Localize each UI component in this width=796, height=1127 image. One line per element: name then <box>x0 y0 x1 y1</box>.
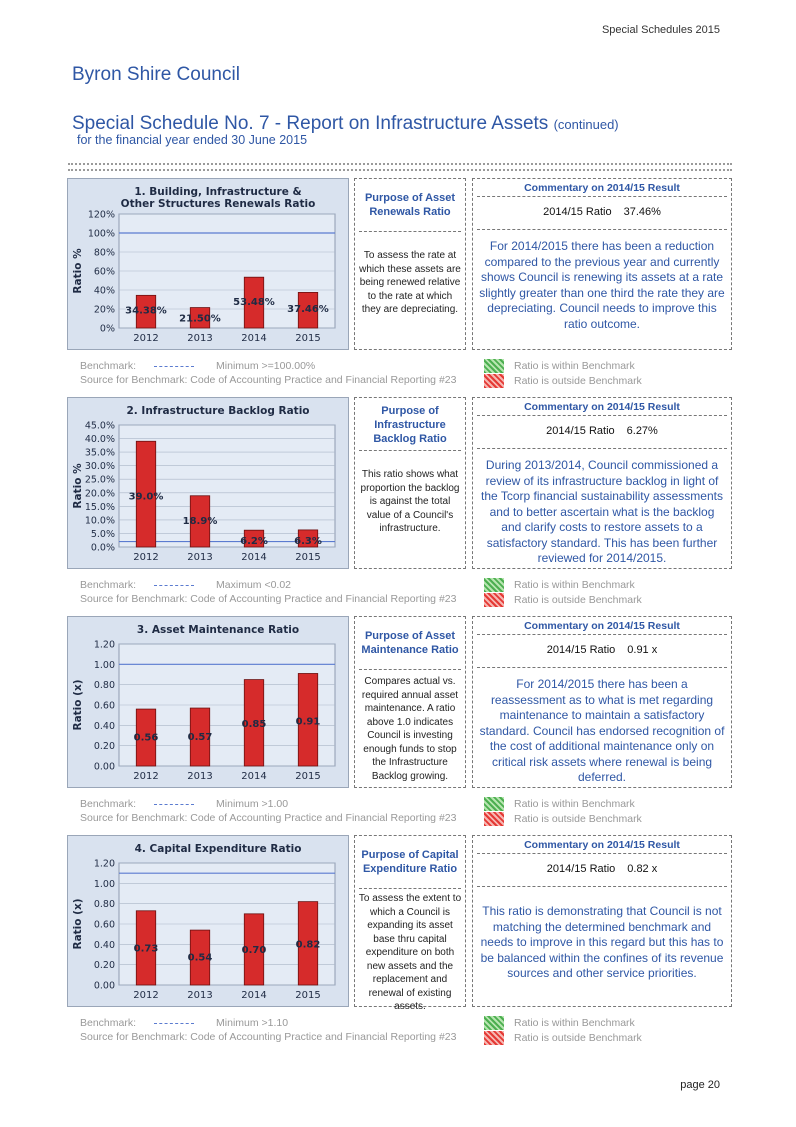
page-subtitle: for the financial year ended 30 June 2015 <box>77 133 308 147</box>
y-axis-label: Ratio (x) <box>72 679 84 731</box>
purpose-divider <box>359 669 461 670</box>
y-tick-label: 80% <box>93 247 115 259</box>
y-tick-label: 0.60 <box>93 919 115 931</box>
y-tick-label: 5.0% <box>90 528 115 540</box>
y-tick-label: 0.80 <box>93 899 115 911</box>
y-tick-label: 0.00 <box>93 761 115 773</box>
data-label: 39.0% <box>128 491 164 503</box>
y-tick-label: 1.00 <box>93 878 115 890</box>
benchmark-line <box>80 1017 288 1029</box>
y-tick-label: 10.0% <box>84 515 115 527</box>
ratio-value: 0.91 x <box>627 644 658 656</box>
commentary-divider <box>477 415 727 416</box>
y-tick-label: 0.40 <box>93 720 115 732</box>
x-tick-label: 2014 <box>241 552 267 563</box>
benchmark-dash <box>154 804 194 805</box>
benchmark-label: Benchmark: <box>80 798 137 810</box>
x-tick-label: 2012 <box>133 990 159 1001</box>
y-axis-label: Ratio % <box>72 463 84 509</box>
within-swatch <box>484 797 504 811</box>
purpose-divider <box>359 450 461 451</box>
x-tick-label: 2015 <box>295 990 321 1001</box>
chart-svg <box>67 835 349 1007</box>
y-tick-label: 0.00 <box>93 980 115 992</box>
chart-backlog <box>67 397 349 569</box>
section-renewals <box>0 178 796 398</box>
section-backlog <box>0 397 796 617</box>
benchmark-label: Benchmark: <box>80 579 137 591</box>
chart-maintenance <box>67 616 349 788</box>
ratio-result <box>473 863 731 875</box>
y-tick-label: 20% <box>93 304 115 316</box>
benchmark-value: Minimum >=100.00% <box>216 360 316 372</box>
x-tick-label: 2013 <box>187 990 213 1001</box>
chart-svg <box>67 178 349 350</box>
data-label: 6.3% <box>294 535 322 547</box>
commentary-text: During 2013/2014, Council commissioned a review of its infrastructure backlog in light of the Tcorp financial sustainability assessments and to better ascertain what is the backlog and clarify costs to restore assets to a satisfactory standard. This has been further reviewed for 2014/2015. <box>481 458 723 565</box>
commentary-divider <box>477 886 727 887</box>
y-tick-label: 1.20 <box>93 639 115 651</box>
commentary-title: Commentary on 2014/15 Result <box>524 182 680 194</box>
commentary-divider <box>477 229 727 230</box>
commentary-divider <box>477 196 727 197</box>
benchmark-dash <box>154 585 194 586</box>
data-label: 0.56 <box>133 732 159 744</box>
legend-outside: Ratio is outside Benchmark <box>514 813 642 825</box>
benchmark-source: Source for Benchmark: Code of Accounting Practice and Financial Reporting #23 <box>80 593 457 605</box>
y-tick-label: 0.20 <box>93 741 115 753</box>
benchmark-legend <box>484 1015 684 1047</box>
ratio-value: 6.27% <box>626 425 658 437</box>
legend-outside: Ratio is outside Benchmark <box>514 375 642 387</box>
legend-within: Ratio is within Benchmark <box>514 360 635 372</box>
benchmark-line <box>80 579 291 591</box>
commentary-title: Commentary on 2014/15 Result <box>524 839 680 851</box>
x-tick-label: 2014 <box>241 990 267 1001</box>
x-tick-label: 2015 <box>295 333 321 344</box>
within-swatch <box>484 578 504 592</box>
legend-within: Ratio is within Benchmark <box>514 1017 635 1029</box>
data-label: 18.9% <box>182 515 218 527</box>
benchmark-dash <box>154 366 194 367</box>
y-tick-label: 60% <box>93 266 115 278</box>
purpose-divider <box>359 231 461 232</box>
commentary-box <box>472 835 732 1007</box>
commentary-box <box>472 178 732 350</box>
ratio-label: 2014/15 Ratio <box>546 425 615 437</box>
commentary-title: Commentary on 2014/15 Result <box>524 401 680 413</box>
y-tick-label: 0.0% <box>90 542 115 554</box>
purpose-title: Purpose of Asset Renewals Ratio <box>364 192 456 218</box>
benchmark-source: Source for Benchmark: Code of Accounting Practice and Financial Reporting #23 <box>80 1031 457 1043</box>
x-tick-label: 2012 <box>133 333 159 344</box>
x-tick-label: 2012 <box>133 552 159 563</box>
page-number: page 20 <box>680 1079 720 1091</box>
x-tick-label: 2013 <box>187 333 213 344</box>
x-tick-label: 2015 <box>295 771 321 782</box>
y-tick-label: 15.0% <box>84 501 115 513</box>
x-tick-label: 2014 <box>241 333 267 344</box>
data-label: 0.91 <box>295 716 321 728</box>
y-axis-label: Ratio % <box>72 248 84 294</box>
report-label: Special Schedules 2015 <box>601 24 720 36</box>
purpose-title: Purpose of Infrastructure Backlog Ratio <box>373 405 447 445</box>
within-swatch <box>484 359 504 373</box>
chart-title: 4. Capital Expenditure Ratio <box>134 843 302 855</box>
commentary-text: For 2014/2015 there has been a reassessment as to what is met regarding maintenance to maintain a satisfactory standard. Council has endorsed recognition of the cost of additional maintenance only on critical risk assets where renewal is being deferred. <box>479 677 725 784</box>
commentary-divider <box>477 667 727 668</box>
purpose-box <box>354 397 466 569</box>
ratio-result <box>473 644 731 656</box>
ratio-value: 37.46% <box>623 206 661 218</box>
purpose-divider <box>359 888 461 889</box>
council-name: Byron Shire Council <box>72 64 240 85</box>
header-divider <box>68 163 732 171</box>
purpose-box <box>354 835 466 1012</box>
y-tick-label: 0.80 <box>93 680 115 692</box>
section-capex <box>0 835 796 1055</box>
benchmark-label: Benchmark: <box>80 1017 137 1029</box>
y-tick-label: 45.0% <box>84 420 115 432</box>
page-title <box>72 113 619 135</box>
legend-outside: Ratio is outside Benchmark <box>514 1032 642 1044</box>
x-tick-label: 2014 <box>241 771 267 782</box>
purpose-box <box>354 616 466 788</box>
benchmark-source: Source for Benchmark: Code of Accounting Practice and Financial Reporting #23 <box>80 812 457 824</box>
data-label: 37.46% <box>287 303 329 315</box>
chart-svg <box>67 397 349 569</box>
y-tick-label: 20.0% <box>84 488 115 500</box>
outside-swatch <box>484 593 504 607</box>
commentary-box <box>472 397 732 569</box>
title-text: Special Schedule No. 7 - Report on Infrastructure Assets <box>72 113 549 134</box>
commentary-title: Commentary on 2014/15 Result <box>524 620 680 632</box>
y-tick-label: 25.0% <box>84 474 115 486</box>
chart-title: Other Structures Renewals Ratio <box>120 198 316 210</box>
ratio-value: 0.82 x <box>627 863 658 875</box>
commentary-divider <box>477 448 727 449</box>
benchmark-value: Minimum >1.00 <box>216 798 289 810</box>
x-tick-label: 2013 <box>187 771 213 782</box>
within-swatch <box>484 1016 504 1030</box>
benchmark-label: Benchmark: <box>80 360 137 372</box>
chart-svg <box>67 616 349 788</box>
y-tick-label: 120% <box>87 209 115 221</box>
chart-title: 1. Building, Infrastructure & <box>134 186 302 198</box>
chart-renewals <box>67 178 349 350</box>
legend-within: Ratio is within Benchmark <box>514 798 635 810</box>
purpose-text: To assess the rate at which these assets are being renewed relative to the rate at which they are depreciating. <box>359 250 461 315</box>
y-axis-label: Ratio (x) <box>72 898 84 950</box>
benchmark-value: Minimum >1.10 <box>216 1017 289 1029</box>
y-tick-label: 35.0% <box>84 447 115 459</box>
y-tick-label: 1.00 <box>93 659 115 671</box>
chart-title: 3. Asset Maintenance Ratio <box>136 624 300 636</box>
chart-title: 2. Infrastructure Backlog Ratio <box>126 405 310 417</box>
purpose-title: Purpose of Asset Maintenance Ratio <box>361 630 459 656</box>
benchmark-dash <box>154 1023 194 1024</box>
benchmark-line <box>80 360 315 372</box>
benchmark-legend <box>484 358 684 390</box>
y-tick-label: 0.20 <box>93 960 115 972</box>
commentary-divider <box>477 634 727 635</box>
benchmark-value: Maximum <0.02 <box>216 579 292 591</box>
data-label: 0.85 <box>241 719 267 731</box>
ratio-result <box>473 425 731 437</box>
ratio-label: 2014/15 Ratio <box>546 644 616 656</box>
y-tick-label: 0.60 <box>93 700 115 712</box>
commentary-text: This ratio is demonstrating that Council is not matching the determined benchmark and needs to improve in this regard but this has to be balanced within the confines of its revenue sources and other service priorities. <box>480 904 724 980</box>
purpose-text: Compares actual vs. required annual asset maintenance. A ratio above 1.0 indicates Council is investing enough funds to stop the Infrastructure Backlog growing. <box>361 676 459 782</box>
data-label: 0.57 <box>187 731 213 743</box>
benchmark-line <box>80 798 288 810</box>
data-label: 0.70 <box>241 944 267 956</box>
data-label: 21.50% <box>179 313 221 325</box>
commentary-box <box>472 616 732 788</box>
data-label: 34.38% <box>125 305 167 317</box>
commentary-text: For 2014/2015 there has been a reduction compared to the previous year and currently shows Council is renewing its assets at a rate slightly greater than one third the rate they are depreciating. Council needs to improve this ratio outcome. <box>479 239 725 331</box>
title-suffix: (continued) <box>553 117 619 132</box>
y-tick-label: 0% <box>99 323 115 335</box>
data-label: 6.2% <box>240 536 268 548</box>
y-tick-label: 1.20 <box>93 858 115 870</box>
data-label: 0.54 <box>187 952 213 964</box>
y-tick-label: 100% <box>87 228 115 240</box>
outside-swatch <box>484 1031 504 1045</box>
outside-swatch <box>484 812 504 826</box>
y-tick-label: 40.0% <box>84 434 115 446</box>
data-label: 0.73 <box>133 943 159 955</box>
y-tick-label: 30.0% <box>84 461 115 473</box>
x-tick-label: 2012 <box>133 771 159 782</box>
purpose-title: Purpose of Capital Expenditure Ratio <box>361 849 459 875</box>
benchmark-source: Source for Benchmark: Code of Accounting Practice and Financial Reporting #23 <box>80 374 457 386</box>
outside-swatch <box>484 374 504 388</box>
benchmark-legend <box>484 796 684 828</box>
legend-within: Ratio is within Benchmark <box>514 579 635 591</box>
purpose-text: To assess the extent to which a Council is expanding its asset base thru capital expenditure on both new assets and the replacement and renewal of existing assets. <box>358 893 462 1012</box>
x-tick-label: 2015 <box>295 552 321 563</box>
legend-outside: Ratio is outside Benchmark <box>514 594 642 606</box>
benchmark-legend <box>484 577 684 609</box>
chart-capex <box>67 835 349 1007</box>
y-tick-label: 0.40 <box>93 939 115 951</box>
ratio-result <box>473 206 731 218</box>
data-label: 53.48% <box>233 297 275 309</box>
commentary-divider <box>477 853 727 854</box>
section-maintenance <box>0 616 796 836</box>
ratio-label: 2014/15 Ratio <box>543 206 612 218</box>
y-tick-label: 40% <box>93 285 115 297</box>
data-label: 0.82 <box>295 939 321 951</box>
x-tick-label: 2013 <box>187 552 213 563</box>
purpose-text: This ratio shows what proportion the backlog is against the total value of a Council's infrastructure. <box>360 469 460 534</box>
ratio-label: 2014/15 Ratio <box>546 863 616 875</box>
purpose-box <box>354 178 466 350</box>
